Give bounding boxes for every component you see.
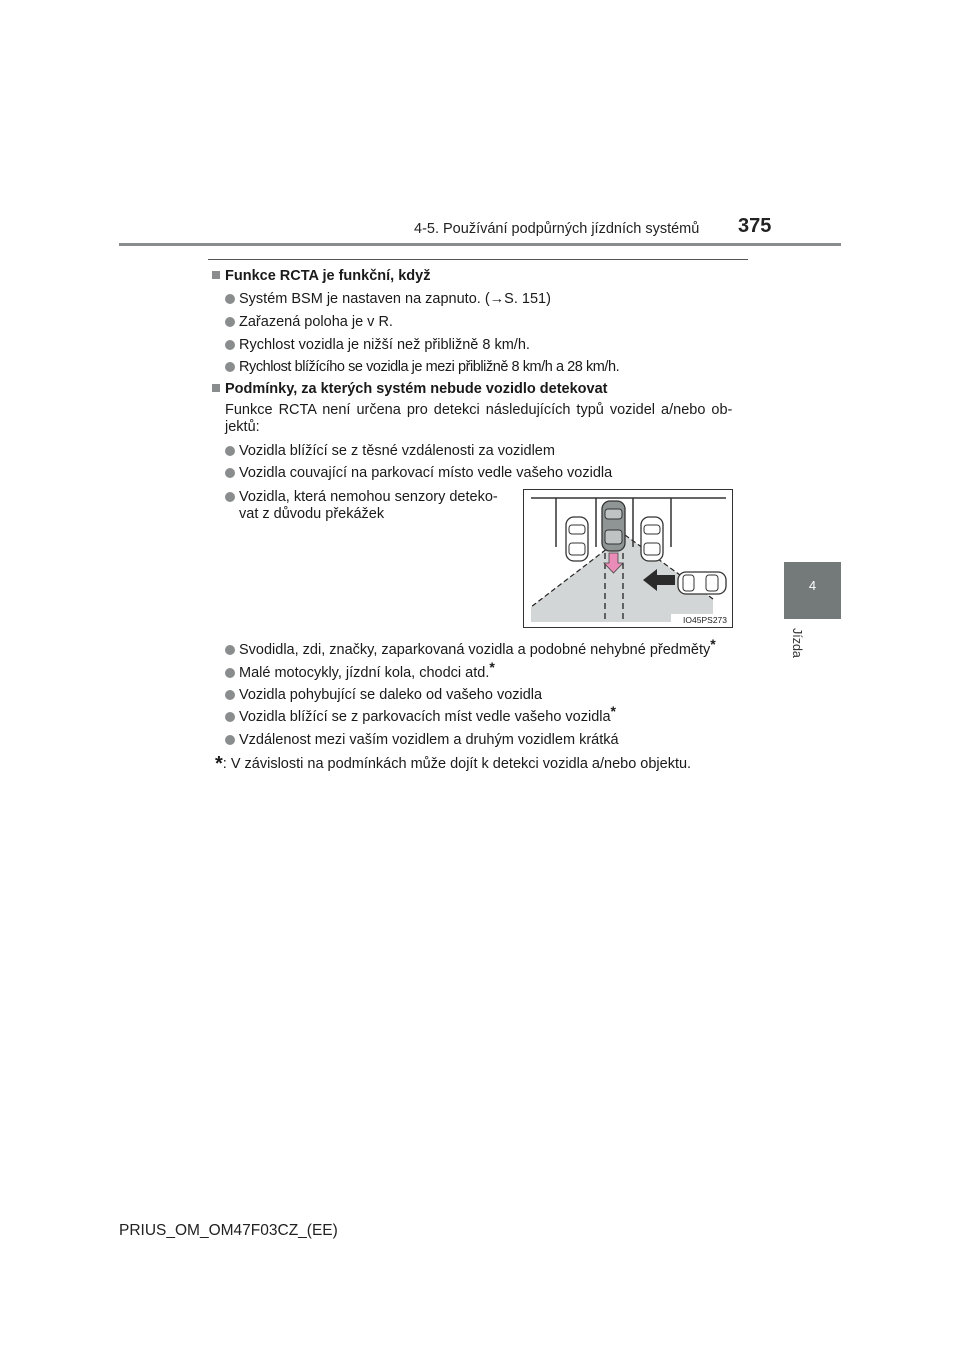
list-item: [225, 703, 616, 726]
list-item-text: Vzdálenost mezi vaším vozidlem a druhým vozidlem krátká: [239, 732, 619, 748]
list-item-text: Vozidla pohybující se daleko od vašeho vozidla: [239, 687, 543, 703]
square-bullet-icon: [212, 384, 220, 392]
approaching-car-icon: [678, 572, 726, 594]
parking-lot-illustration: [523, 489, 733, 628]
list-item-continuation: vat z důvodu překážek: [239, 506, 385, 522]
list-item-text: Vozidla, která nemohou senzory deteko-: [239, 489, 498, 505]
list-item: [225, 732, 619, 749]
document-code-footer: PRIUS_OM_OM47F03CZ_(EE): [119, 1222, 338, 1239]
parked-car-left-icon: [566, 517, 588, 561]
round-bullet-icon: [225, 645, 235, 655]
list-item-text: Svodidla, zdi, značky, zaparkovaná vozidla a podobné nehybné předměty: [239, 642, 711, 658]
chapter-number: 4: [808, 578, 817, 593]
section-heading-rcta-active: [212, 268, 430, 285]
list-item-text: Vozidla couvající na parkovací místo vedle vašeho vozidla: [239, 465, 613, 481]
list-item: [225, 314, 393, 331]
parking-lot-figure: [523, 489, 733, 628]
section-heading-text: Podmínky, za kterých systém nebude vozidlo detekovat: [225, 381, 608, 397]
intro-text-line-2: jektů:: [225, 419, 260, 435]
running-header-section-title: 4-5. Používání podpůrných jízdních systémů: [414, 221, 700, 237]
round-bullet-icon: [225, 492, 235, 502]
round-bullet-icon: [225, 468, 235, 478]
footnote-marker: *: [489, 659, 495, 675]
section-heading-not-detected: [212, 381, 608, 398]
round-bullet-icon: [225, 446, 235, 456]
list-item-text: Zařazená poloha je v R.: [239, 314, 393, 330]
round-bullet-icon: [225, 340, 235, 350]
section-heading-text: Funkce RCTA je funkční, když: [225, 268, 431, 284]
list-item: [225, 465, 612, 482]
list-item: [225, 359, 619, 376]
chapter-label: Jízda: [790, 628, 804, 658]
figure-code: IO45PS273: [683, 615, 727, 625]
list-item: [225, 489, 498, 506]
list-item-text: Vozidla blížící se z těsné vzdálenosti za vozidlem: [239, 443, 555, 459]
list-item-text: Vozidla blížící se z parkovacích míst vedle vašeho vozidla: [239, 709, 611, 725]
round-bullet-icon: [225, 362, 235, 372]
header-rule: [119, 243, 841, 246]
square-bullet-icon: [212, 271, 220, 279]
list-item: [225, 337, 530, 354]
round-bullet-icon: [225, 294, 235, 304]
round-bullet-icon: [225, 735, 235, 745]
footnote-marker: *: [610, 703, 616, 719]
page-number: 375: [738, 215, 772, 237]
footnote: [215, 753, 692, 775]
round-bullet-icon: [225, 317, 235, 327]
round-bullet-icon: [225, 712, 235, 722]
chapter-tab: [784, 562, 841, 619]
list-item: [225, 687, 542, 704]
footnote-symbol: *: [215, 753, 223, 775]
list-item: [225, 659, 495, 682]
list-item: [225, 443, 555, 460]
parked-car-right-icon: [641, 517, 663, 561]
list-item-text: Systém BSM je nastaven na zapnuto. (→S. 151): [239, 291, 551, 307]
list-item-text: Rychlost blížícího se vozidla je mezi přibližně 8 km/h a 28 km/h.: [239, 359, 620, 375]
list-item-text: Rychlost vozidla je nižší než přibližně 8 km/h.: [239, 337, 530, 353]
list-item: [225, 291, 551, 308]
content-top-rule: [208, 259, 748, 260]
intro-text-line-1: Funkce RCTA není určena pro detekci následujících typů vozidel a/nebo ob-: [225, 402, 733, 418]
own-car-icon: [602, 501, 625, 551]
round-bullet-icon: [225, 690, 235, 700]
list-item: [225, 636, 716, 659]
footnote-marker: *: [710, 636, 716, 652]
list-item-text: Malé motocykly, jízdní kola, chodci atd.: [239, 665, 490, 681]
round-bullet-icon: [225, 668, 235, 678]
footnote-text: : V závislosti na podmínkách může dojít k detekci vozidla a/nebo objektu.: [222, 756, 692, 772]
